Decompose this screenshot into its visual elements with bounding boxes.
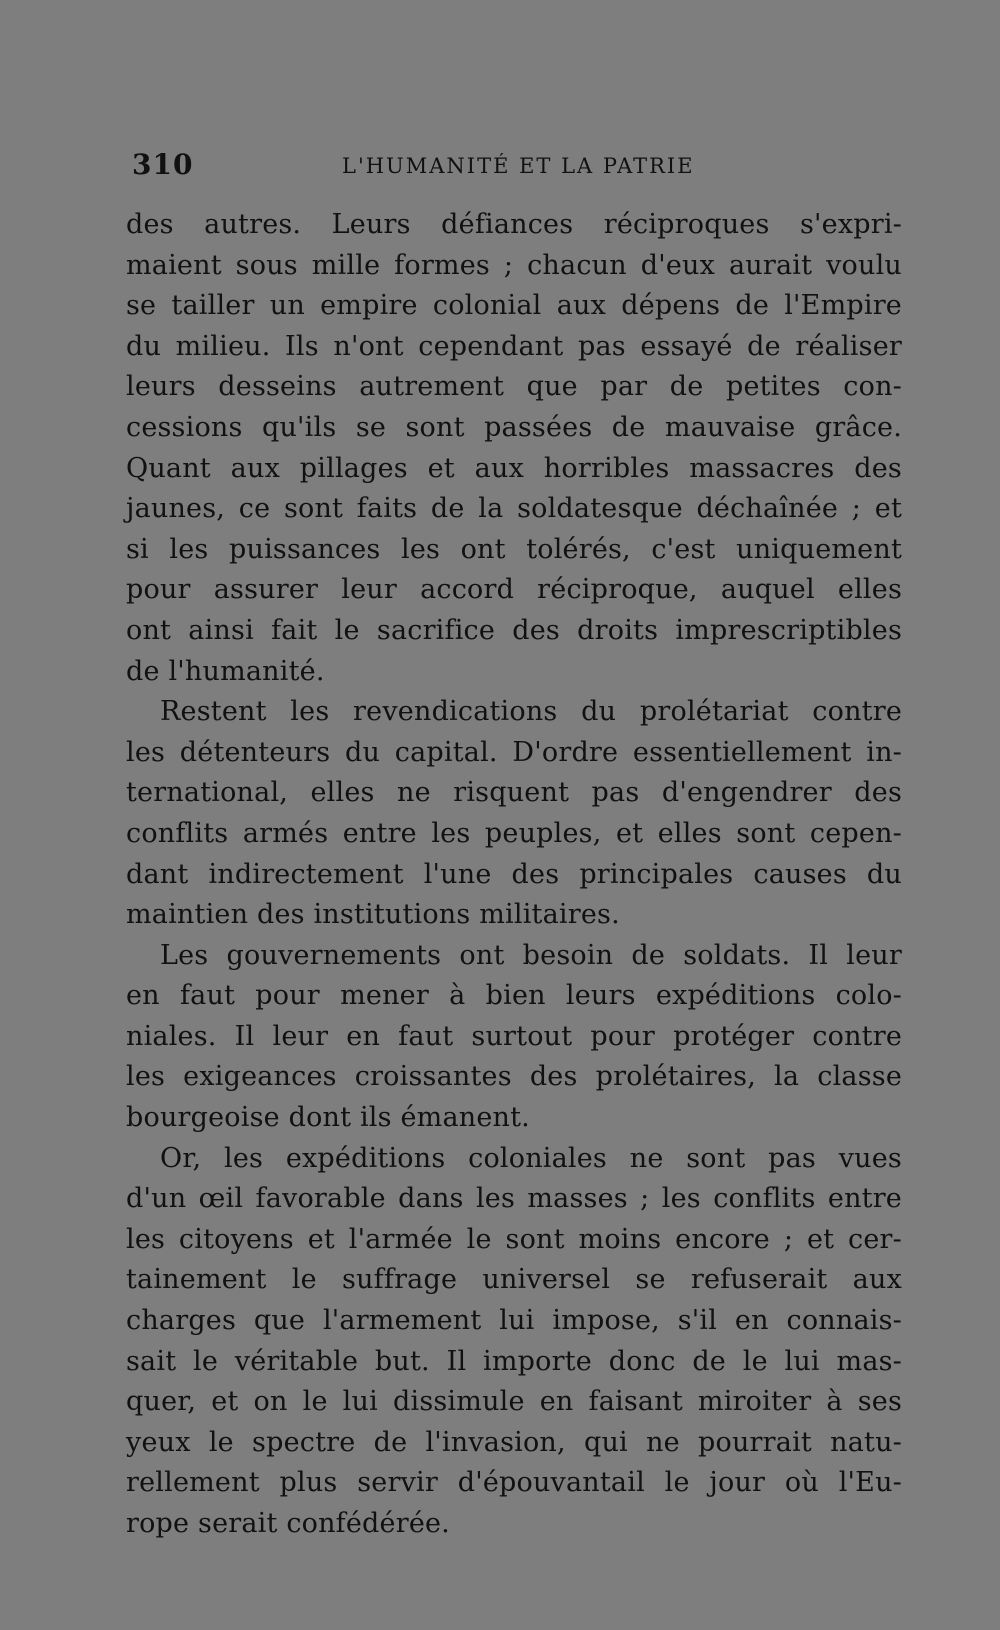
text-line: se tailler un empire colonial aux dépens de l'Empire (126, 290, 902, 322)
text-line: yeux le spectre de l'invasion, qui ne pourrait natu- (126, 1426, 902, 1458)
text-line: ternational, elles ne risquent pas d'engendrer des (126, 777, 902, 809)
text-line: maintien des institutions militaires. (126, 899, 620, 931)
body-text (126, 205, 902, 1545)
text-line: pour assurer leur accord réciproque, auquel elles (126, 574, 902, 606)
text-line: les citoyens et l'armée le sont moins encore ; et cer- (126, 1223, 902, 1255)
text-line: si les puissances les ont tolérés, c'est uniquement (126, 533, 902, 565)
text-line: quer, et on le lui dissimule en faisant miroiter à ses (126, 1386, 902, 1418)
text-line: sait le véritable but. Il importe donc de le lui mas- (126, 1345, 902, 1377)
text-line: conflits armés entre les peuples, et elles sont cepen- (126, 817, 902, 849)
text-line: bourgeoise dont ils émanent. (126, 1102, 530, 1134)
page-header (132, 148, 902, 188)
text-line: du milieu. Ils n'ont cependant pas essayé de réaliser (126, 330, 902, 362)
text-line: Or, les expéditions coloniales ne sont pas vues (160, 1142, 902, 1174)
text-line: Restent les revendications du prolétariat contre (160, 696, 902, 728)
page-number: 310 (132, 148, 194, 181)
text-line: des autres. Leurs défiances réciproques s'expri- (126, 209, 902, 240)
text-line: tainement le suffrage universel se refuserait aux (126, 1264, 902, 1296)
text-line: les détenteurs du capital. D'ordre essentiellement in- (126, 736, 902, 768)
text-line: en faut pour mener à bien leurs expéditions colo- (126, 980, 902, 1012)
text-line: jaunes, ce sont faits de la soldatesque déchaînée ; et (126, 493, 902, 525)
paragraph (126, 936, 902, 1139)
text-line: ont ainsi fait le sacrifice des droits imprescriptibles (126, 614, 902, 646)
text-line: Les gouvernements ont besoin de soldats. Il leur (160, 939, 902, 971)
paragraph (126, 692, 902, 936)
text-line: de l'humanité. (126, 655, 325, 687)
paragraph (126, 1139, 902, 1545)
text-line: d'un œil favorable dans les masses ; les conflits entre (126, 1183, 902, 1215)
paragraph (126, 205, 902, 692)
text-line: leurs desseins autrement que par de petites con- (126, 371, 902, 403)
text-line: maient sous mille formes ; chacun d'eux aurait voulu (126, 249, 902, 281)
text-line: rellement plus servir d'épouvantail le jour où l'Eu- (126, 1467, 902, 1499)
text-line: les exigeances croissantes des prolétaires, la classe (126, 1061, 902, 1093)
text-line: charges que l'armement lui impose, s'il en connais- (126, 1305, 902, 1337)
text-line: cessions qu'ils se sont passées de mauvaise grâce. (126, 411, 902, 443)
text-line: Quant aux pillages et aux horribles massacres des (126, 452, 902, 484)
text-line: rope serait confédérée. (126, 1508, 450, 1539)
text-line: niales. Il leur en faut surtout pour protéger contre (126, 1020, 902, 1052)
running-title: L'HUMANITÉ ET LA PATRIE (342, 154, 695, 178)
text-line: dant indirectement l'une des principales causes du (126, 858, 902, 890)
